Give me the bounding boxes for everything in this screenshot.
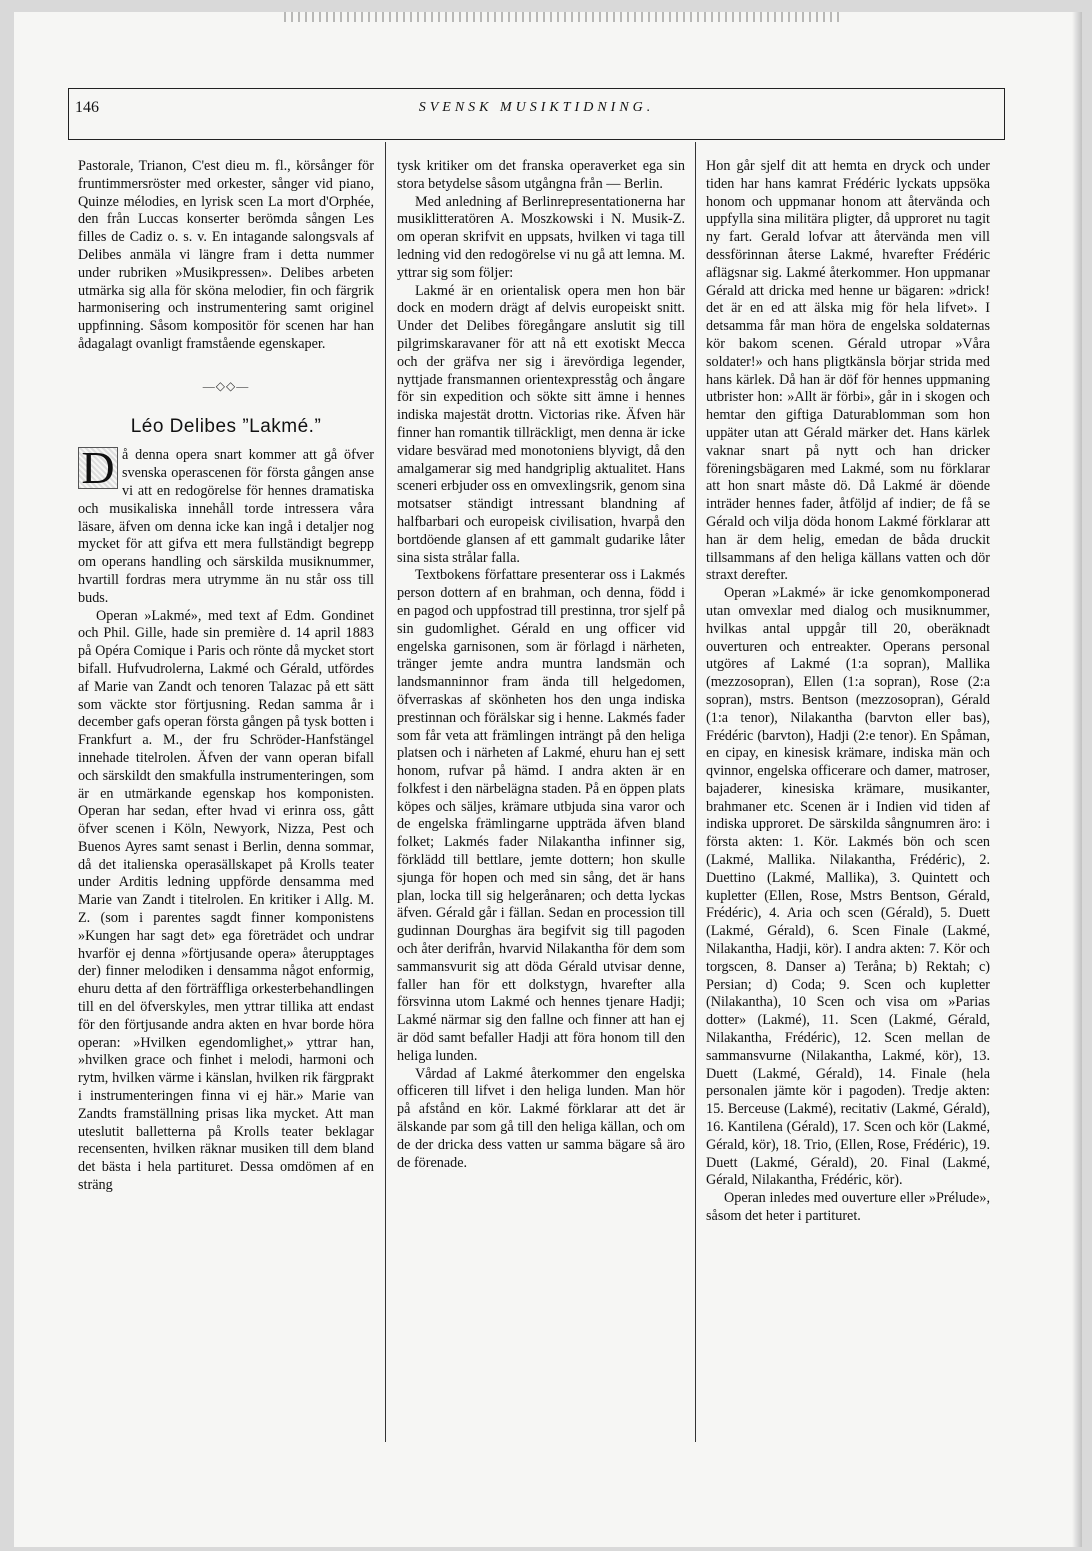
article-title: Léo Delibes ”Lakmé.”: [130, 415, 322, 437]
article-paragraph: Med anledning af Berlinrepresentationerna har musiklitteratören A. Moszkowski i N. Musik-Z. om operan skrifvit en uppsats, hvilken vi taga till ledning vid den redogörelse vi nu gå att lemna. M. yttrar sig som följer:: [397, 193, 685, 281]
article-paragraph: Lakmé är en orientalisk opera men hon bär dock en modern drägt af delvis europeiskt snitt. Under det Delibes föregångare anslutit sig till pilgrimskaravaner för att nå ett exotiskt Mecca och der gräfva ner sig i ärevördiga legender, nyttjade fransmannen orientexpresståg och ångare för sin expedition och sökte sitt ämne i hennes indiska majestät drottn. Victorias rike. Äfven här finner han romantik tillräckligt, men denna är icke vidare besvärad med monotoniens blyvigt, då den amalgamerar sig med handgriplig aktualitet. Hans sceneri erbjuder oss en omvexlingsrik, genom sina motsatser ständigt intressant blandning af halfbarbari och europeisk civilisation, hvarpå den bortdöende glansen af ett gammalt gudarike låter sina sista strålar falla.: [397, 282, 685, 566]
column-2: [397, 158, 685, 1172]
article-paragraph: Vårdad af Lakmé återkommer den engelska officeren till lifvet i den heliga lunden. Man hör på afstånd en kör. Lakmé förklarar att det är älskande par som gå till den heliga källan, och om de der dricka dess vatten ur samma bägare så äro de förenade.: [397, 1065, 685, 1171]
page-edge-shadow: [1072, 12, 1082, 1547]
scan-artifact: [284, 12, 844, 22]
article-paragraph: tysk kritiker om det franska operaverket ega sin stora betydelse såsom utgångna från — Berlin.: [397, 158, 685, 192]
section-ornament: —◇◇—: [202, 378, 250, 393]
article-paragraph: Operan »Lakmé» är icke genomkomponerad utan omvexlar med dialog och musiknummer, hvilkas antal uppgår till 20, oberäknadt ouverturen och entreakter. Operans personal utgöres af Lakmé (1:a sopran), Mallika (mezzosopran), Ellen (1:a sopran), Rose (2:a sopran), mstrs. Bentson (mezzosopran), Gérald (1:a tenor), Nilakantha (barvton eller bas), Frédéric (barvton), Hadji (2:e tenor). En Spåman, en cipay, en kinesisk krämare, indiska män och qvinnor, engelska officerare och damer, matroser, bajaderer, kinesiska krämare, musikanter, brahmaner etc. Scenen är i Indien vid tiden af indiska upproret. De särskilda sångnumren äro: i första akten: 1. Kör. Lakmés bön och scen (Lakmé, Mallika. Nilakantha, Frédéric), 2. Duettino (Lakmé, Mallika), 3. Quintett och kupletter (Ellen, Rose, Mstrs Bentson, Gérald, Frédéric), 4. Aria och scen (Gérald), 5. Duett (Lakmé, Gérald), 6. Scen Finale (Lakmé, Nilakantha, Hadji, kör). I andra akten: 7. Kör och torgscen, 8. Danser a) Teråna; b) Rektah; c) Persian; d) Coda; 9. Scen och kupletter (Nilakantha), 10 Scen och visa om »Parias dotter» (Lakmé), 11. Scen (Lakmé, Gérald, Nilakantha, Frédéric), 12. Scen mellan de sammansvurne (Nilakantha, Lakmé, kör), 13. Duett (Lakmé, Gérald), 14. Finale (hela personalen jämte kör i pagoden). Tredje akten: 15. Berceuse (Lakmé), recitativ (Lakmé, Gérald), 16. Kantilena (Gérald), 17. Scen och kör (Lakmé, Gérald, kör), 18. Trio, (Ellen, Rose, Frédéric), 19. Duett (Lakmé, Gérald), 20. Final (Lakmé, Gérald, Nilakantha, Frédéric, kör).: [706, 585, 990, 1189]
page-number: 146: [75, 99, 99, 116]
article-paragraph: Textbokens författare presenterar oss i Lakmés person dottern af en brahman, och denna, född i en pagod och uppfostrad till prestinna, tror sjelf på sin gudomlighet. Gérald en ung officer vid engelska garnisonen, som är förlagd i närheten, tränger jemte andra muntra landsmän och landsmanninnor fram ända till helgedomen, öfverraskas af skönheten hos den unga indiska prestinnan och förälskar sig i henne. Lakmés fader som får veta att främlingen inträngt på den heliga platsen och i närheten af Lakmé, ehuru han ej sett honom, rufvar på hämd. I andra akten är en folkfest i den närbelägna staden. På en öppen plats köpes och säljes, krämare utbjuda sina varor och de engelska främlingarne uppträda äfven bland folket; Lakmés fader Nilakantha infinner sig, förklädd till bettlare, jemte dottern; hon skulle sjunga för hopen och med sin sång, det är hans plan, locka till sig helgerånaren; och detta lyckas äfven. Gérald går i fällan. Sedan en procession till gudinnan Dourghas ära begifvit sig till pagoden och åter derifrån, hvarvid Nilakantha för dem som sammansvurit sig att döda Gérald utvisar denne, faller han för ett dolkstygn, hvarefter alla försvinna utom Lakmé och hennes tjenare Hadji; Lakmé närmar sig den fallne och finner att han ej är död samt befaller Hadji att föra honom till den heliga lunden.: [397, 567, 685, 1064]
column-divider-2: [695, 142, 696, 1442]
newspaper-page: [14, 12, 1082, 1547]
dropcap-letter: D: [78, 447, 118, 489]
column-1: [78, 158, 374, 1195]
article-paragraph: [78, 442, 374, 607]
intro-paragraph: Pastorale, Trianon, C'est dieu m. fl., körsånger för fruntimmersröster med orkester, sånger vid piano, Quinze mélodies, en lyrisk scen La mort d'Orphée, den från Luccas konserter berömda sången Les filles de Cadiz o. s. v. En intagande salongsvals af Delibes anmäla vi längre fram i detta nummer under rubriken »Musikpressen». Delibes arbeten utmärka sig alla för sköna melodier, fin och färgrik harmonisering och instrumentering samt originel uppfinning. Såsom kompositör för scenen har han ådagalagt ovanligt framstående egenskaper.: [78, 158, 374, 352]
article-paragraph-text: å denna opera snart kommer att gå öfver svenska operascenen för första gången anse vi att en redogörelse för hennes dramatiska och musikaliska innehåll torde intressera våra läsare, äfven om denna icke kan ingå i detaljer nog mycket för att gifva ett mera fullständigt begrepp om operans handling och särskilda musiknummer, hvartill fordras mera utrymme än nu står oss till buds.: [78, 447, 374, 606]
column-divider-1: [385, 142, 386, 1442]
running-title: SVENSK MUSIKTIDNING.: [418, 100, 655, 115]
article-paragraph: Operan inledes med ouverture eller »Prélude», såsom det heter i partituret.: [706, 1190, 990, 1225]
page-header: [68, 88, 1005, 140]
article-paragraph: Hon går sjelf dit att hemta en dryck och under tiden har hans kamrat Frédéric lyckats uppsöka honom och uppmanar honom att återvända och uppfylla sina militära pligter, då upproret nu tagit ny fart. Gerald lofvar att återvända men vill dessförinnan återse Lakmé, hvarefter Frédéric aflägsnar sig. Lakmé återkommer. Hon uppmanar Gérald att dricka med henne ur bägaren: »drick! det är en ed att älska mig för hela lifvet». I detsamma får man höra de engelska soldaternas kör bakom scenen. Gérald utropar »Våra soldater!» och hans pligtkänsla börjar strida med hans kärlek. Då han är döf för hennes uppmaning utbrister hon: »Allt är förbi», går in i skogen och hemtar den giftiga Daturablomman som hon uppäter utan att Gérald märker det. Hans kärlek vaknar snart på nytt och han dricker föreningsbägaren med Lakmé, som nu förklarar att hon snart måste dö. Då Lakmé är döende inträder hennes fader, åtföljd af indier; de få se Gérald och vilja döda honom Lakmé förklarar att han är dem helig, emedan de båda druckit tillsammans af den heliga källans vatten och dör straxt derefter.: [706, 158, 990, 584]
column-3: [706, 158, 990, 1226]
article-paragraph: Operan »Lakmé», med text af Edm. Gondinet och Phil. Gille, hade sin première d. 14 april 1883 på Opéra Comique i Paris och rönte då mycket stort bifall. Hufvudrolerna, Lakmé och Gérald, utfördes af Marie van Zandt och tenoren Talazac på ett sätt som väckte stor förtjusning. Redan samma år i december gafs operan första gången på tysk botten i Frankfurt a. M., der fru Schröder-Hanfstängel innehade titelrolen. Äfven der vann operan bifall och särskildt den smakfulla instrumenteringen, som är en utmärkande egenskap hos komponisten. Operan har sedan, efter hvad vi erinra oss, gått öfver scenen i Köln, Newyork, Nizza, Pest och Buenos Ayres samt senast i Berlin, denna sommar, då det italienska operasällskapet på Krolls teater under Arditis ledning uppförde densamma med Marie van Zandt i titelrolen. En kritiker i Allg. M. Z. (som i parentes sagdt finner komponistens »Kungen har sagt det» ega företrädet och undrar hvarför ej denna »förtjusande opera» återupptages der) finner melodiken i densamma något enformig, ehuru detta af den förträffliga orkesterbehandlingen till en del öfverskyles, men yttrar tillika att endast för den förtjusande andra akten en hvar borde höra operan: »Hvilken egendomlighet,» yttrar han, »hvilken grace och finhet i melodi, harmoni och rytm, hvilken värme i känslan, hvilken rik färgprakt i instrumenteringen finna vi ej här.» Marie van Zandts framställning prisas lika mycket. Att man uteslutit balletterna på Krolls teater beklagar recensenten, hvilken räknar musiken till dem bland det bästa i hela partituret. Dessa omdömen af en sträng: [78, 607, 374, 1194]
